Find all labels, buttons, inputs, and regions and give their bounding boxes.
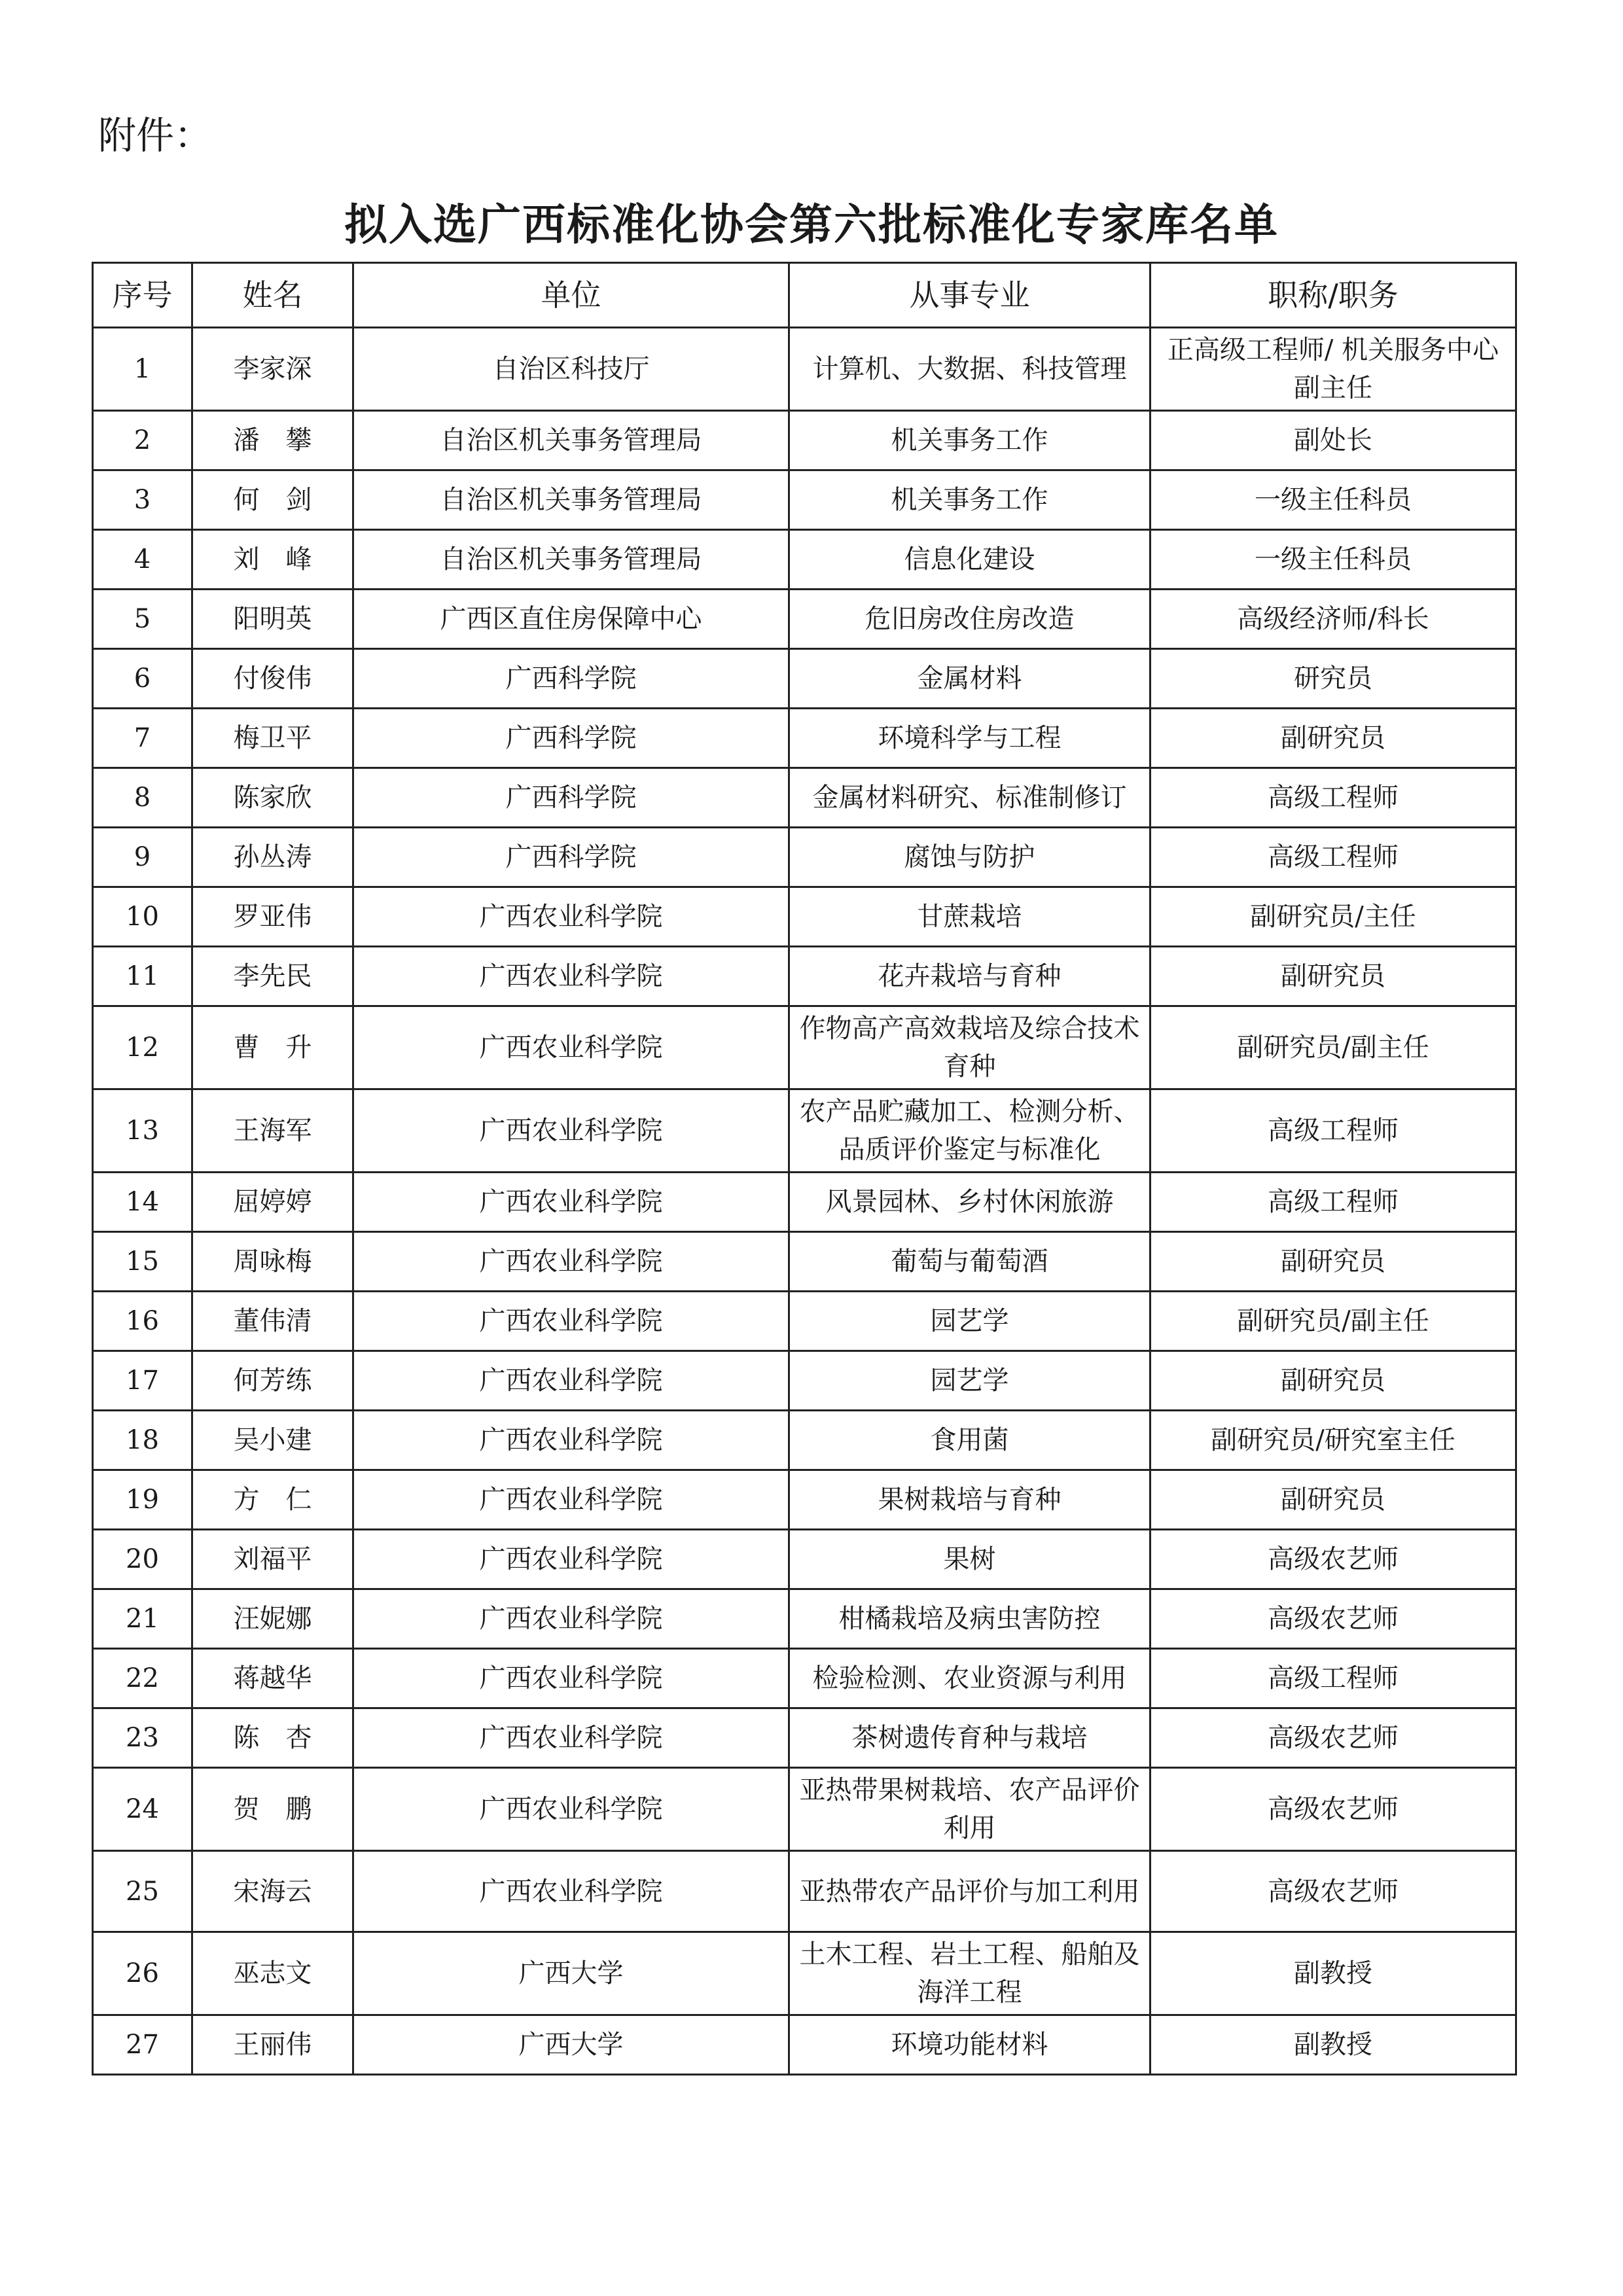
cell-index: 16 (93, 1292, 192, 1351)
cell-index: 13 (93, 1089, 192, 1173)
cell-title-position: 高级农艺师 (1150, 1851, 1516, 1932)
cell-organization: 广西科学院 (353, 828, 789, 887)
cell-specialty: 作物高产高效栽培及综合技术育种 (789, 1006, 1150, 1089)
cell-organization: 广西农业科学院 (353, 947, 789, 1006)
cell-index: 5 (93, 590, 192, 649)
cell-name: 巫志文 (192, 1932, 353, 2015)
cell-name: 方 仁 (192, 1470, 353, 1530)
table-row (93, 1530, 1516, 1589)
table-row (93, 1932, 1516, 2015)
cell-index: 1 (93, 328, 192, 411)
cell-title-position: 一级主任科员 (1150, 530, 1516, 590)
table-row (93, 887, 1516, 947)
table-row (93, 709, 1516, 768)
table-row (93, 1292, 1516, 1351)
document-title: 拟入选广西标准化协会第六批标准化专家库名单 (344, 199, 1279, 250)
header-index: 序号 (93, 263, 192, 328)
cell-organization: 自治区机关事务管理局 (353, 530, 789, 590)
cell-title-position: 高级农艺师 (1150, 1530, 1516, 1589)
cell-index: 11 (93, 947, 192, 1006)
cell-index: 12 (93, 1006, 192, 1089)
cell-index: 21 (93, 1589, 192, 1649)
cell-organization: 自治区机关事务管理局 (353, 411, 789, 470)
cell-specialty: 食用菌 (789, 1411, 1150, 1470)
cell-title-position: 高级工程师 (1150, 1089, 1516, 1173)
cell-title-position: 高级工程师 (1150, 828, 1516, 887)
cell-specialty: 机关事务工作 (789, 470, 1150, 530)
cell-organization: 自治区科技厅 (353, 328, 789, 411)
cell-title-position: 高级经济师/科长 (1150, 590, 1516, 649)
cell-specialty: 柑橘栽培及病虫害防控 (789, 1589, 1150, 1649)
cell-specialty: 环境功能材料 (789, 2015, 1150, 2075)
table-row (93, 1768, 1516, 1851)
cell-index: 4 (93, 530, 192, 590)
cell-specialty: 葡萄与葡萄酒 (789, 1232, 1150, 1292)
table-row (93, 530, 1516, 590)
table-row (93, 1089, 1516, 1173)
cell-title-position: 副研究员 (1150, 1351, 1516, 1411)
cell-organization: 广西农业科学院 (353, 1708, 789, 1768)
cell-organization: 广西农业科学院 (353, 1851, 789, 1932)
header-organization: 单位 (353, 263, 789, 328)
cell-name: 曹 升 (192, 1006, 353, 1089)
cell-organization: 广西大学 (353, 2015, 789, 2075)
cell-specialty: 果树 (789, 1530, 1150, 1589)
cell-title-position: 副教授 (1150, 1932, 1516, 2015)
table-row (93, 328, 1516, 411)
table-row (93, 411, 1516, 470)
cell-index: 10 (93, 887, 192, 947)
cell-organization: 广西农业科学院 (353, 1649, 789, 1708)
cell-name: 吴小建 (192, 1411, 353, 1470)
cell-specialty: 环境科学与工程 (789, 709, 1150, 768)
cell-organization: 广西农业科学院 (353, 1006, 789, 1089)
table-row (93, 1470, 1516, 1530)
cell-specialty: 计算机、大数据、科技管理 (789, 328, 1150, 411)
cell-name: 何 剑 (192, 470, 353, 530)
cell-specialty: 机关事务工作 (789, 411, 1150, 470)
table-row (93, 1232, 1516, 1292)
table-row (93, 470, 1516, 530)
cell-specialty: 金属材料研究、标准制修订 (789, 768, 1150, 828)
cell-organization: 广西农业科学院 (353, 1232, 789, 1292)
cell-organization: 广西大学 (353, 1932, 789, 2015)
cell-index: 3 (93, 470, 192, 530)
cell-name: 董伟清 (192, 1292, 353, 1351)
cell-index: 17 (93, 1351, 192, 1411)
cell-specialty: 腐蚀与防护 (789, 828, 1150, 887)
cell-organization: 广西农业科学院 (353, 887, 789, 947)
cell-specialty: 园艺学 (789, 1351, 1150, 1411)
cell-organization: 广西农业科学院 (353, 1768, 789, 1851)
expert-roster-table (92, 262, 1517, 2075)
cell-name: 蒋越华 (192, 1649, 353, 1708)
cell-name: 付俊伟 (192, 649, 353, 709)
header-title-position: 职称/职务 (1150, 263, 1516, 328)
cell-name: 周咏梅 (192, 1232, 353, 1292)
cell-organization: 广西农业科学院 (353, 1173, 789, 1232)
cell-name: 孙丛涛 (192, 828, 353, 887)
cell-title-position: 高级农艺师 (1150, 1768, 1516, 1851)
cell-name: 王丽伟 (192, 2015, 353, 2075)
table-body (93, 328, 1516, 2075)
cell-title-position: 副研究员/研究室主任 (1150, 1411, 1516, 1470)
cell-name: 潘 攀 (192, 411, 353, 470)
cell-specialty: 花卉栽培与育种 (789, 947, 1150, 1006)
cell-index: 19 (93, 1470, 192, 1530)
cell-index: 22 (93, 1649, 192, 1708)
cell-index: 7 (93, 709, 192, 768)
cell-title-position: 研究员 (1150, 649, 1516, 709)
cell-title-position: 正高级工程师/ 机关服务中心副主任 (1150, 328, 1516, 411)
cell-name: 陈家欣 (192, 768, 353, 828)
cell-name: 贺 鹏 (192, 1768, 353, 1851)
cell-specialty: 果树栽培与育种 (789, 1470, 1150, 1530)
cell-name: 刘 峰 (192, 530, 353, 590)
cell-organization: 广西农业科学院 (353, 1470, 789, 1530)
cell-organization: 广西科学院 (353, 649, 789, 709)
table-row (93, 1851, 1516, 1932)
cell-organization: 广西农业科学院 (353, 1351, 789, 1411)
table-row (93, 768, 1516, 828)
cell-organization: 广西农业科学院 (353, 1089, 789, 1173)
cell-specialty: 检验检测、农业资源与利用 (789, 1649, 1150, 1708)
cell-specialty: 亚热带农产品评价与加工利用 (789, 1851, 1150, 1932)
cell-specialty: 土木工程、岩土工程、船舶及海洋工程 (789, 1932, 1150, 2015)
table-row (93, 1649, 1516, 1708)
cell-name: 李先民 (192, 947, 353, 1006)
table-row (93, 947, 1516, 1006)
cell-name: 何芳练 (192, 1351, 353, 1411)
cell-name: 王海军 (192, 1089, 353, 1173)
cell-title-position: 高级农艺师 (1150, 1589, 1516, 1649)
cell-name: 陈 杏 (192, 1708, 353, 1768)
table-row (93, 1411, 1516, 1470)
table-header-row (93, 263, 1516, 328)
cell-title-position: 高级工程师 (1150, 1649, 1516, 1708)
table-row (93, 649, 1516, 709)
table-row (93, 1351, 1516, 1411)
cell-title-position: 副研究员/主任 (1150, 887, 1516, 947)
cell-specialty: 风景园林、乡村休闲旅游 (789, 1173, 1150, 1232)
cell-specialty: 亚热带果树栽培、农产品评价利用 (789, 1768, 1150, 1851)
cell-specialty: 农产品贮藏加工、检测分析、品质评价鉴定与标准化 (789, 1089, 1150, 1173)
cell-specialty: 信息化建设 (789, 530, 1150, 590)
cell-title-position: 高级工程师 (1150, 768, 1516, 828)
table-row (93, 1708, 1516, 1768)
table-row (93, 1006, 1516, 1089)
cell-index: 9 (93, 828, 192, 887)
header-name: 姓名 (192, 263, 353, 328)
table-row (93, 2015, 1516, 2075)
cell-index: 8 (93, 768, 192, 828)
cell-name: 宋海云 (192, 1851, 353, 1932)
table-row (93, 1589, 1516, 1649)
cell-title-position: 副研究员 (1150, 1232, 1516, 1292)
header-specialty: 从事专业 (789, 263, 1150, 328)
cell-index: 25 (93, 1851, 192, 1932)
cell-index: 6 (93, 649, 192, 709)
cell-index: 2 (93, 411, 192, 470)
cell-title-position: 副研究员 (1150, 1470, 1516, 1530)
cell-specialty: 园艺学 (789, 1292, 1150, 1351)
cell-title-position: 高级工程师 (1150, 1173, 1516, 1232)
cell-organization: 广西区直住房保障中心 (353, 590, 789, 649)
table-row (93, 1173, 1516, 1232)
cell-name: 汪妮娜 (192, 1589, 353, 1649)
cell-organization: 广西科学院 (353, 768, 789, 828)
cell-organization: 广西农业科学院 (353, 1292, 789, 1351)
cell-name: 罗亚伟 (192, 887, 353, 947)
cell-index: 26 (93, 1932, 192, 2015)
cell-index: 15 (93, 1232, 192, 1292)
cell-name: 屈婷婷 (192, 1173, 353, 1232)
cell-organization: 自治区机关事务管理局 (353, 470, 789, 530)
cell-organization: 广西农业科学院 (353, 1530, 789, 1589)
cell-index: 20 (93, 1530, 192, 1589)
cell-title-position: 副研究员/副主任 (1150, 1006, 1516, 1089)
cell-title-position: 副研究员 (1150, 709, 1516, 768)
cell-name: 刘福平 (192, 1530, 353, 1589)
cell-index: 27 (93, 2015, 192, 2075)
cell-title-position: 副教授 (1150, 2015, 1516, 2075)
attachment-label: 附件： (98, 113, 213, 158)
cell-name: 梅卫平 (192, 709, 353, 768)
cell-specialty: 金属材料 (789, 649, 1150, 709)
cell-organization: 广西农业科学院 (353, 1411, 789, 1470)
cell-index: 23 (93, 1708, 192, 1768)
cell-specialty: 甘蔗栽培 (789, 887, 1150, 947)
table-row (93, 828, 1516, 887)
cell-title-position: 一级主任科员 (1150, 470, 1516, 530)
cell-name: 阳明英 (192, 590, 353, 649)
cell-specialty: 危旧房改住房改造 (789, 590, 1150, 649)
cell-specialty: 茶树遗传育种与栽培 (789, 1708, 1150, 1768)
cell-organization: 广西科学院 (353, 709, 789, 768)
cell-title-position: 副研究员 (1150, 947, 1516, 1006)
cell-title-position: 副处长 (1150, 411, 1516, 470)
table-row (93, 590, 1516, 649)
cell-index: 24 (93, 1768, 192, 1851)
cell-title-position: 高级农艺师 (1150, 1708, 1516, 1768)
cell-name: 李家深 (192, 328, 353, 411)
cell-title-position: 副研究员/副主任 (1150, 1292, 1516, 1351)
cell-index: 18 (93, 1411, 192, 1470)
cell-organization: 广西农业科学院 (353, 1589, 789, 1649)
cell-index: 14 (93, 1173, 192, 1232)
